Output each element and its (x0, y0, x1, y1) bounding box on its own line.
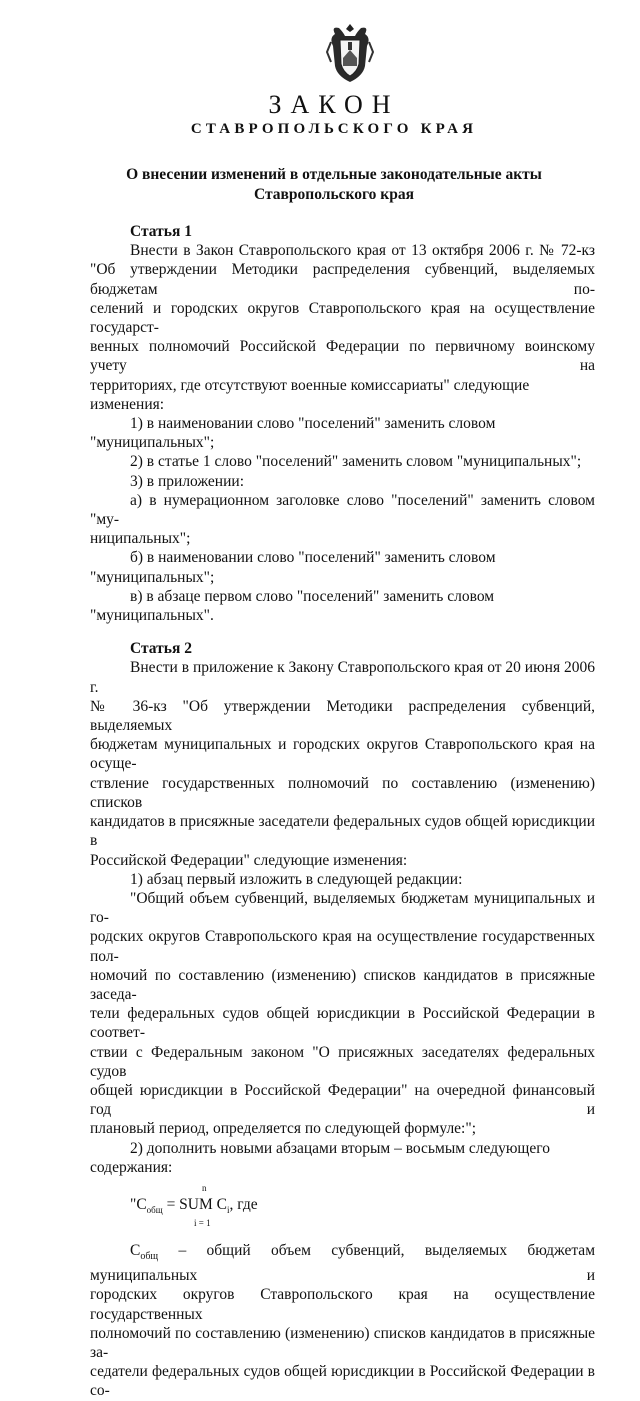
paragraph-line: родских округов Ставропольского края на осуществление государственных пол- (90, 928, 595, 965)
paragraph-line: 1) в наименовании слово "поселений" заменить словом "муниципальных"; (90, 415, 496, 452)
formula (90, 1179, 595, 1231)
paragraph-line (90, 1241, 595, 1286)
paragraph-line: полномочий по составлению (изменению) списков кандидатов в присяжные за- (90, 1324, 595, 1362)
definition-text: – общий объем субвенций, выделяемых бюджетам муниципальных и (90, 1241, 595, 1285)
paragraph-line: ствление государственных полномочий по составлению (изменению) списков (90, 774, 595, 811)
law-subtitle: СТАВРОПОЛЬСКОГО КРАЯ (190, 121, 478, 137)
document-heading (0, 165, 640, 205)
paragraph-line: городских округов Ставропольского края на осуществление государственных (90, 1286, 595, 1323)
document-body (90, 222, 595, 1401)
paragraph-line: в) в абзаце первом слово "поселений" заменить словом "муниципальных". (90, 587, 495, 625)
formula-subscript: общ (146, 1205, 163, 1216)
article-2-title: Статья 2 (130, 640, 192, 658)
paragraph-line: а) в нумерационном заголовке слово "поселений" заменить словом "му- (90, 491, 595, 529)
paragraph-line: 2) в статье 1 слово "поселений" заменить словом "муниципальных"; (130, 453, 582, 471)
paragraph-line: 2) дополнить новыми абзацами вторым – восьмым следующего содержания: (90, 1139, 550, 1176)
article-1-title: Статья 1 (130, 223, 192, 240)
paragraph-line: селений и городских округов Ставропольского края на осуществление государст- (90, 299, 595, 337)
paragraph-line: б) в наименовании слово "поселений" заменить словом "муниципальных"; (90, 549, 496, 586)
paragraph-line: кандидатов в присяжные заседатели федеральных судов общей юрисдикции в (90, 813, 595, 850)
paragraph-line: тели федеральных судов общей юрисдикции в Российской Федерации в соответ- (90, 1005, 595, 1042)
paragraph-line: Внести в приложение к Закону Ставропольского края от 20 июня 2006 г. (90, 659, 595, 696)
definition-subscript: общ (140, 1251, 159, 1263)
paragraph-line: бюджетам муниципальных и городских округов Ставропольского края на осуще- (90, 736, 595, 773)
definition-symbol: C (130, 1241, 141, 1259)
paragraph-line: 3) в приложении: (130, 472, 244, 490)
paragraph-line: Российской Федерации" следующие изменения: (90, 851, 408, 869)
paragraph-line: общей юрисдикции в Российской Федерации" на очередной финансовый год и (90, 1081, 595, 1119)
paragraph-line: ниципальных"; (90, 530, 191, 548)
paragraph-line: 1) абзац первый изложить в следующей редакции: (130, 870, 463, 888)
paragraph-line: № 36-кз "Об утверждении Методики распределения субвенций, выделяемых (90, 697, 595, 735)
paragraph-line: "Общий объем субвенций, выделяемых бюджетам муниципальных и го- (90, 889, 595, 927)
coat-of-arms-icon (325, 22, 375, 84)
formula-upper-limit: n (202, 1182, 207, 1193)
heading-line: О внесении изменений в отдельные законодательные акты (126, 166, 542, 183)
formula-subscript: i (227, 1205, 230, 1216)
paragraph-line: Внести в Закон Ставропольского края от 13 октября 2006 г. № 72-кз (130, 242, 595, 260)
formula-lower-limit: i = 1 (194, 1217, 211, 1228)
formula-sum: = SUM C (162, 1195, 227, 1213)
heading-line: Ставропольского края (254, 186, 414, 203)
paragraph-line: территориях, где отсутствуют военные комиссариаты" следующие изменения: (90, 376, 530, 413)
paragraph-line: ствии с Федеральным законом "О присяжных заседателях федеральных судов (90, 1043, 595, 1080)
paragraph-line: венных полномочий Российской Федерации по первичному воинскому учету на (90, 338, 595, 375)
law-title: ЗАКОН (268, 90, 400, 119)
paragraph-line: плановый период, определяется по следующей формуле:"; (90, 1120, 476, 1138)
paragraph-line: "Об утверждении Методики распределения субвенций, выделяемых бюджетам по- (90, 261, 595, 298)
formula-open: "C (130, 1195, 147, 1213)
paragraph-line: седатели федеральных судов общей юрисдикции в Российской Федерации в со- (90, 1363, 595, 1400)
paragraph-line: номочий по составлению (изменению) списков кандидатов в присяжные заседа- (90, 966, 595, 1003)
formula-tail: , где (229, 1195, 258, 1213)
